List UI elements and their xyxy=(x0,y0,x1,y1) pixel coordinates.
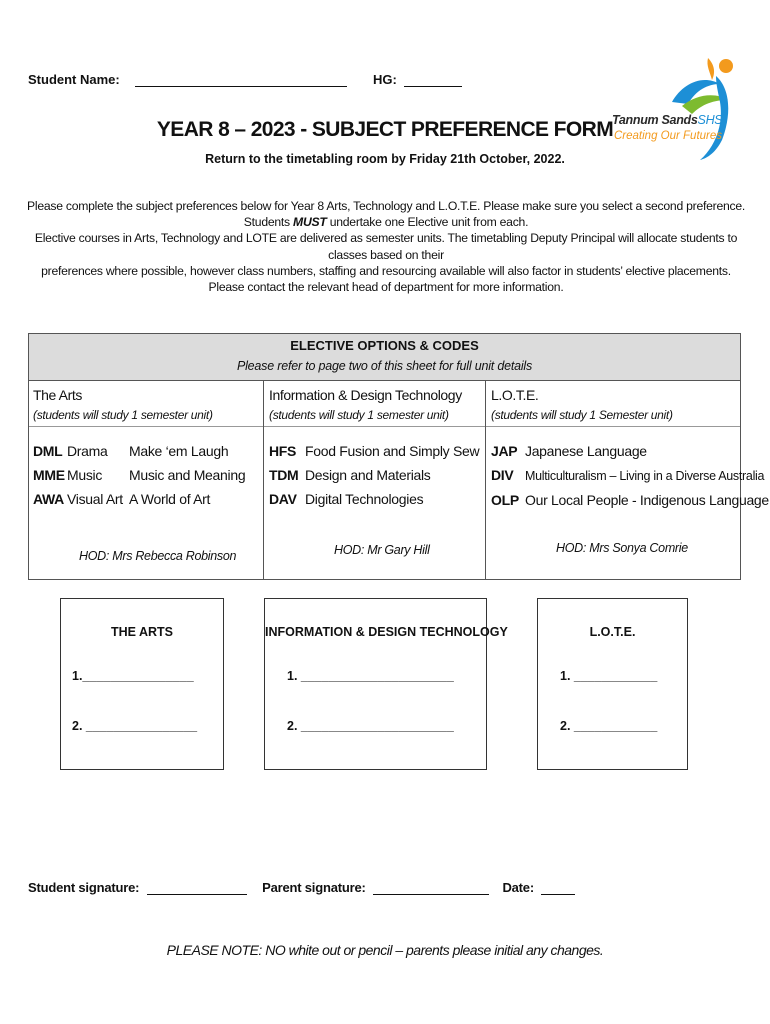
parent-signature-field[interactable] xyxy=(373,883,489,895)
hg-label: HG: xyxy=(372,72,397,87)
instructions-line: Elective courses in Arts, Technology and LOTE are delivered as semester units. The timetabling Deputy Principal will allocate students to classes based on their xyxy=(34,231,738,262)
student-name-label: Student Name: xyxy=(28,72,120,87)
elective-table-note: Please refer to page two of this sheet for full unit details xyxy=(236,359,533,373)
lote-preference-box xyxy=(537,598,688,770)
column-title: The Arts xyxy=(33,387,82,403)
list-item: AWA Visual Art A World of Art xyxy=(33,491,211,507)
idt-column xyxy=(264,381,485,580)
preference-box-title: INFORMATION & DESIGN TECHNOLOGY xyxy=(265,625,508,639)
list-item: JAP Japanese Language xyxy=(491,443,647,459)
page-subtitle: Return to the timetabling room by Friday 21th October, 2022. xyxy=(205,152,565,166)
logo-wordmark: Tannum SandsSHS xyxy=(612,113,723,127)
first-preference-field[interactable]: 1. ____________ xyxy=(560,669,658,683)
column-title: Information & Design Technology xyxy=(269,387,462,403)
school-logo-icon xyxy=(612,54,742,164)
student-signature-field[interactable] xyxy=(147,883,247,895)
lote-items xyxy=(491,439,769,512)
preference-box-title: L.O.T.E. xyxy=(589,625,636,639)
lote-column xyxy=(486,381,769,580)
date-label: Date: xyxy=(502,880,534,895)
preference-box-title: THE ARTS xyxy=(110,625,174,639)
list-item: OLP Our Local People - Indigenous Language xyxy=(491,492,769,508)
footer-note: PLEASE NOTE: NO white out or pencil – parents please initial any changes. xyxy=(166,942,604,958)
idt-items xyxy=(269,439,479,511)
hod-label: HOD: Mrs Rebecca Robinson xyxy=(79,549,237,563)
instructions-line: preferences where possible, however class numbers, staffing and resourcing available will also factor in students’ elective placements. xyxy=(41,263,731,278)
hg-field[interactable] xyxy=(404,75,462,87)
hod-label: HOD: Mrs Sonya Comrie xyxy=(556,541,688,555)
date-field[interactable] xyxy=(541,883,575,895)
list-item: MME Music Music and Meaning xyxy=(33,467,246,483)
instructions-line: Please contact the relevant head of department for more information. xyxy=(208,280,564,295)
column-subtitle: (students will study 1 semester unit) xyxy=(269,408,449,422)
elective-options-table xyxy=(28,333,769,580)
column-subtitle: (students will study 1 Semester unit) xyxy=(491,408,673,422)
student-signature-label: Student signature: xyxy=(28,880,140,895)
column-rule xyxy=(486,426,740,427)
list-item: HFS Food Fusion and Simply Sew xyxy=(269,443,480,459)
student-header-row xyxy=(28,72,462,87)
column-subtitle: (students will study 1 semester unit) xyxy=(33,408,213,422)
list-item: DAV Digital Technologies xyxy=(269,491,424,507)
arts-items xyxy=(33,439,245,511)
page-title: YEAR 8 – 2023 - SUBJECT PREFERENCE FORM xyxy=(156,118,614,141)
instructions xyxy=(16,198,756,295)
arts-preference-box xyxy=(60,598,224,770)
parent-signature-label: Parent signature: xyxy=(262,880,366,895)
first-preference-field[interactable]: 1.________________ xyxy=(72,669,194,683)
first-preference-field[interactable]: 1. ______________________ xyxy=(287,669,454,683)
instructions-line: Students MUST undertake one Elective unit from each. xyxy=(243,215,529,230)
second-preference-field[interactable]: 2. ____________ xyxy=(560,719,658,733)
column-rule xyxy=(29,426,263,427)
column-rule xyxy=(264,426,485,427)
student-name-field[interactable] xyxy=(135,75,347,87)
signature-row xyxy=(28,880,575,895)
list-item: DML Drama Make ‘em Laugh xyxy=(33,443,229,459)
idt-preference-box xyxy=(264,598,508,770)
elective-table-heading: ELECTIVE OPTIONS & CODES xyxy=(290,338,479,353)
list-item: TDM Design and Materials xyxy=(269,467,431,483)
second-preference-field[interactable]: 2. ______________________ xyxy=(287,719,454,733)
arts-column xyxy=(29,381,263,580)
column-title: L.O.T.E. xyxy=(491,387,539,403)
hod-label: HOD: Mr Gary Hill xyxy=(334,543,430,557)
logo-tagline: Creating Our Futures xyxy=(614,130,723,142)
second-preference-field[interactable]: 2. ________________ xyxy=(72,719,198,733)
elective-table-header xyxy=(29,334,740,381)
instructions-line: Please complete the subject preferences below for Year 8 Arts, Technology and L.O.T.E. Please make sure you select a second preference. xyxy=(26,199,746,213)
list-item: DIV Multiculturalism – Living in a Diverse Australia xyxy=(491,467,765,483)
